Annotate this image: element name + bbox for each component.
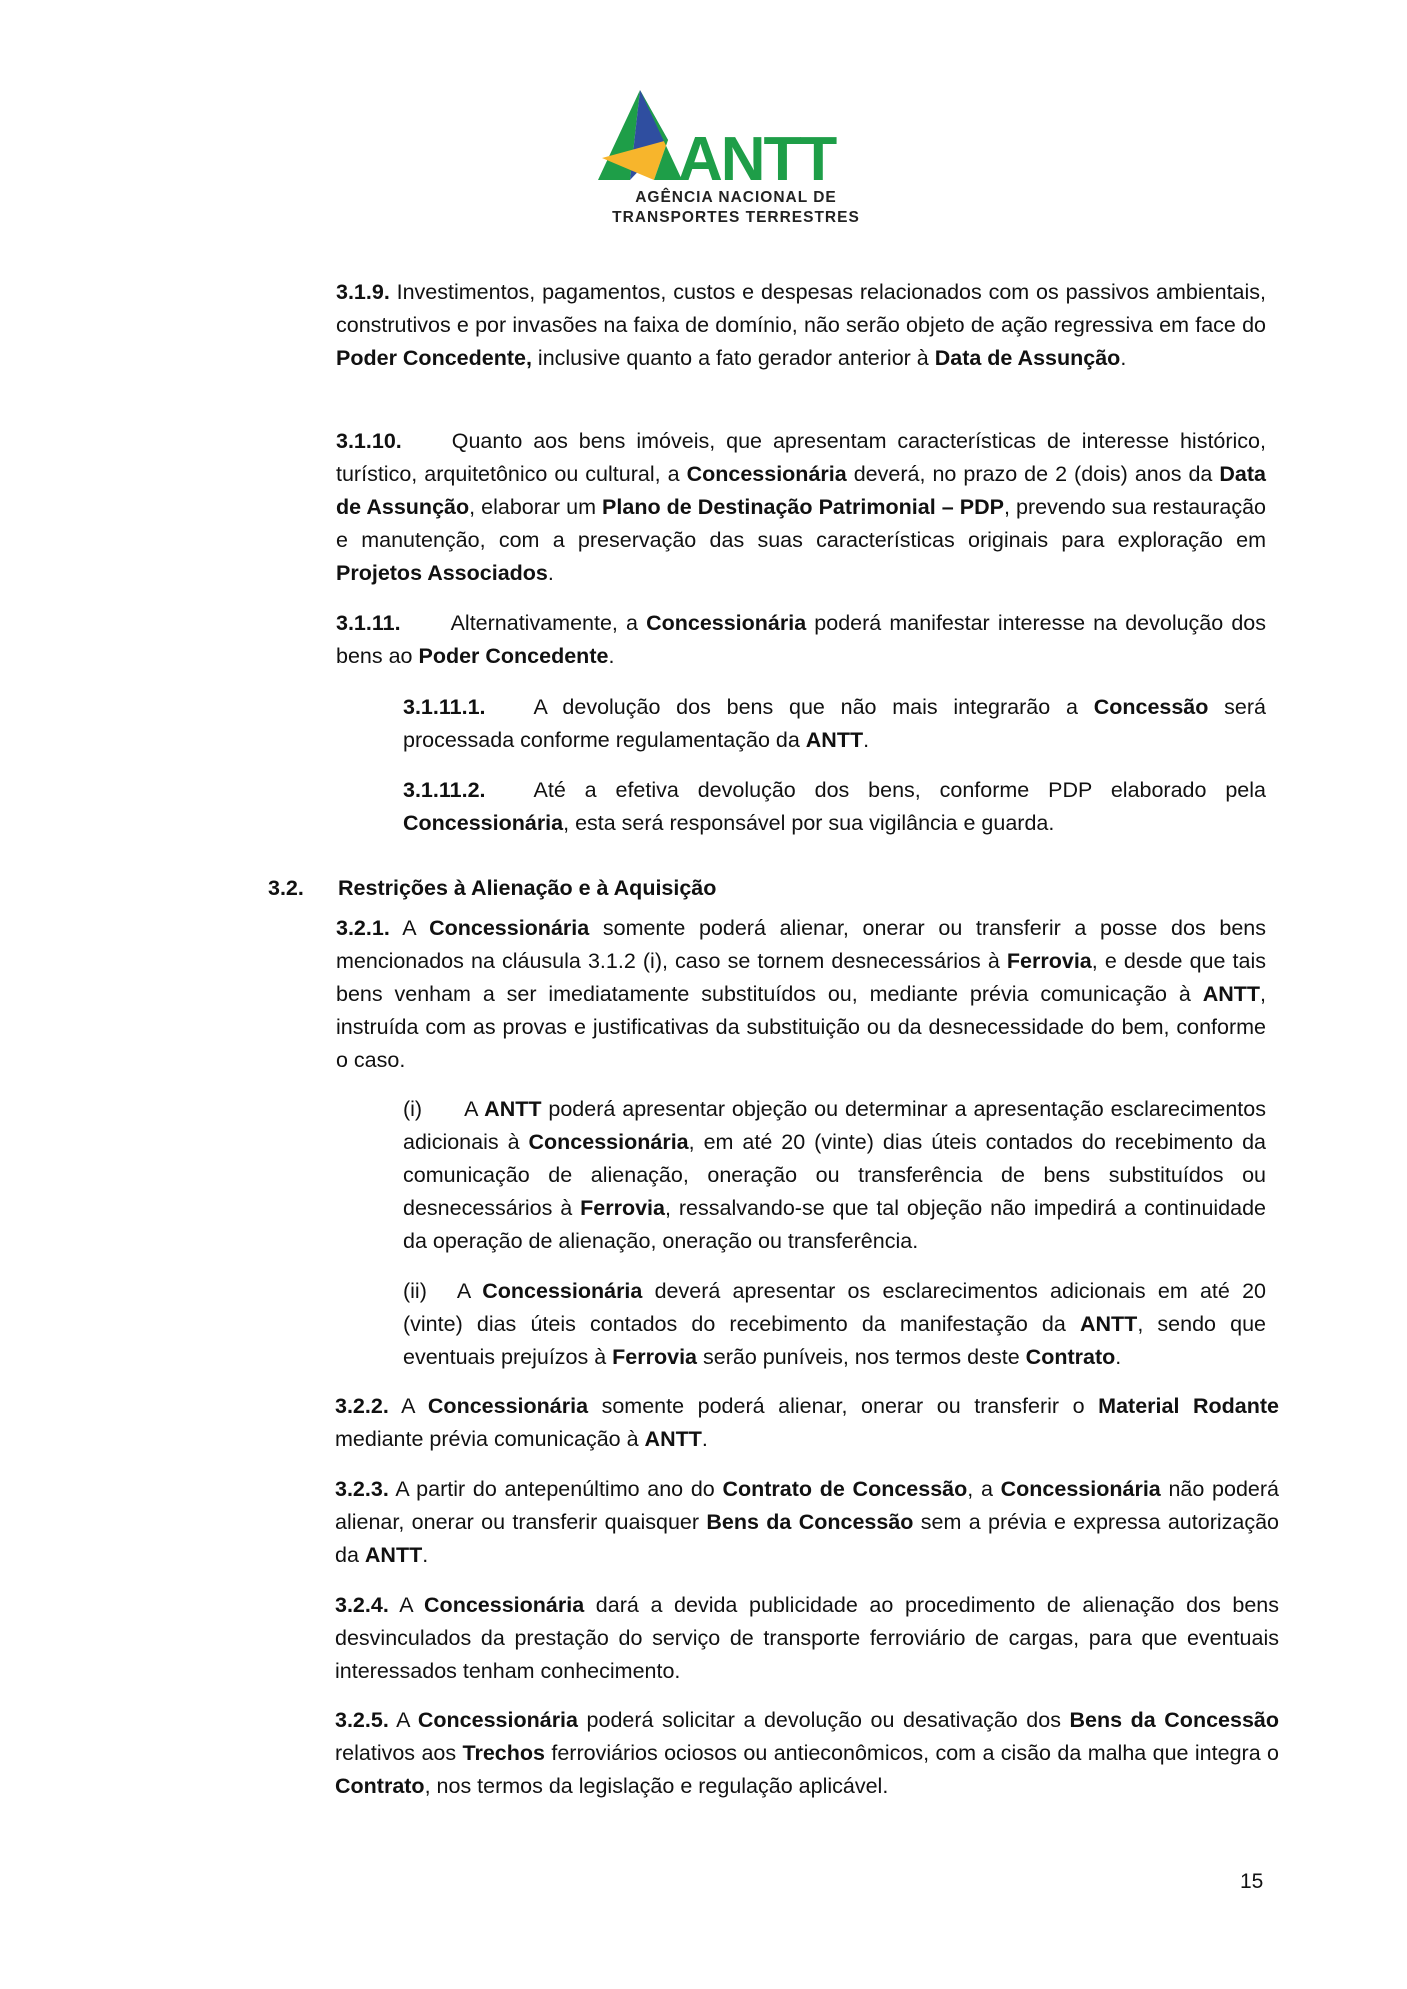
- term-antt: ANTT: [1079, 1312, 1138, 1336]
- clause-text: Alternativamente, a: [450, 611, 647, 635]
- term-concessionaria: Concessionária: [417, 1708, 578, 1732]
- clause-text: , a: [967, 1477, 1001, 1501]
- clause-3-2-2: [335, 1390, 1279, 1456]
- clause-3-2-3: [335, 1473, 1279, 1572]
- term-contrato: Contrato: [335, 1774, 425, 1798]
- clause-text: relativos aos: [335, 1741, 463, 1765]
- term-concessionaria: Concessionária: [1000, 1477, 1161, 1501]
- clause-text: A partir do antepenúltimo ano do: [388, 1477, 723, 1501]
- antt-logo-mark: [598, 90, 682, 180]
- clause-number: 3.2.1.: [336, 916, 390, 940]
- term-concessao: Concessão: [1093, 695, 1209, 719]
- term-ferrovia: Ferrovia: [1006, 949, 1092, 973]
- clause-text: não poderá alienar, onerar ou transferir quaisquer: [335, 1477, 1279, 1534]
- clause-text: , esta será responsável por sua vigilância e guarda.: [563, 811, 1055, 835]
- clause-text: , elaborar um: [469, 495, 603, 519]
- clause-3-1-11-1: [403, 691, 1266, 757]
- clause-text: inclusive quanto a fato gerador anterior à: [531, 346, 935, 370]
- term-concessionaria: Concessionária: [528, 1130, 689, 1154]
- clause-number: 3.2.3.: [335, 1477, 389, 1501]
- term-antt: ANTT: [484, 1097, 542, 1121]
- clause-3-1-10: [336, 425, 1266, 590]
- clause-number: 3.2.4.: [335, 1593, 389, 1617]
- term-contrato: Contrato: [1025, 1345, 1116, 1369]
- clause-text: somente poderá alienar, onerar ou transferir o: [588, 1394, 1099, 1418]
- agency-name-line1: AGÊNCIA NACIONAL DE: [635, 189, 837, 206]
- term-concessionaria: Concessionária: [646, 611, 807, 635]
- clause-text: A: [388, 1593, 425, 1617]
- item-text: serão puníveis, nos termos deste: [697, 1345, 1026, 1369]
- item-i: [403, 1093, 1266, 1258]
- clause-text: , nos termos da legislação e regulação aplicável.: [424, 1774, 889, 1798]
- clause-number: 3.1.11.1.: [403, 695, 486, 719]
- clause-3-1-9: [336, 276, 1266, 375]
- term-contrato-de-concessao: Contrato de Concessão: [722, 1477, 968, 1501]
- clause-number: 3.1.11.: [336, 611, 401, 635]
- clause-text: .: [547, 561, 554, 585]
- clause-number: 3.1.9.: [336, 280, 390, 304]
- item-text: deverá apresentar os esclarecimentos adicionais em até 20 (vinte) dias úteis contados do recebimento da manifestação da: [403, 1279, 1266, 1336]
- clause-text: .: [422, 1543, 429, 1567]
- clause-text: , instruída com as provas e justificativas da substituição ou da desnecessidade do bem, conforme o caso.: [336, 982, 1266, 1072]
- clause-text: será processada conforme regulamentação da: [403, 695, 1266, 752]
- clause-text: poderá solicitar a devolução ou desativação dos: [578, 1708, 1070, 1732]
- clause-text: poderá manifestar interesse na devolução dos bens ao: [336, 611, 1266, 668]
- term-concessionaria: Concessionária: [427, 1394, 589, 1418]
- clause-3-2-1: [336, 912, 1266, 1077]
- item-text: .: [1115, 1345, 1122, 1369]
- term-ferrovia: Ferrovia: [612, 1345, 698, 1369]
- item-text: A: [456, 1279, 483, 1303]
- clause-text: .: [1120, 346, 1127, 370]
- clause-text: .: [701, 1427, 708, 1451]
- clause-number: 3.1.10.: [336, 429, 402, 453]
- term-concessionaria: Concessionária: [686, 462, 847, 486]
- term-poder-concedente: Poder Concedente,: [336, 346, 532, 370]
- item-text: , sendo que eventuais prejuízos à: [403, 1312, 1267, 1369]
- clause-3-2-5: [335, 1704, 1279, 1803]
- item-number: (ii): [403, 1279, 427, 1303]
- clause-3-2-4: [335, 1589, 1279, 1688]
- term-antt: ANTT: [644, 1427, 702, 1451]
- term-concessionaria: Concessionária: [424, 1593, 585, 1617]
- term-projetos-associados: Projetos Associados: [336, 561, 548, 585]
- clause-number: 3.2.5.: [335, 1708, 389, 1732]
- term-concessionaria: Concessionária: [482, 1279, 643, 1303]
- clause-text: A devolução dos bens que não mais integrarão a: [533, 695, 1094, 719]
- antt-logo-text: ANTT: [678, 125, 836, 194]
- term-pdp: Plano de Destinação Patrimonial – PDP: [602, 495, 1004, 519]
- term-concessionaria: Concessionária: [429, 916, 590, 940]
- term-trechos: Trechos: [462, 1741, 545, 1765]
- clause-text: somente poderá alienar, onerar ou transferir a posse dos bens mencionados na cláusula 3.1.2 (i), caso se tornem desnecessários à: [336, 916, 1266, 973]
- clause-text: A: [389, 916, 430, 940]
- item-ii: [403, 1275, 1266, 1374]
- section-number: 3.2.: [268, 876, 304, 900]
- section-heading-3-2: [268, 872, 716, 905]
- clause-text: deverá, no prazo de 2 (dois) anos da: [846, 462, 1220, 486]
- term-bens-da-concessao: Bens da Concessão: [1069, 1708, 1279, 1732]
- term-antt: ANTT: [805, 728, 864, 752]
- clause-text: Investimentos, pagamentos, custos e despesas relacionados com os passivos ambientais, construtivos e por invasões na faixa de domínio, não serão objeto de ação regressiva em face do: [336, 280, 1266, 337]
- clause-text: ferroviários ociosos ou antieconômicos, com a cisão da malha que integra o: [544, 1741, 1279, 1765]
- clause-text: Quanto aos bens imóveis, que apresentam características de interesse histórico, turístico, arquitetônico ou cultural, a: [336, 429, 1266, 486]
- clause-text: sem a prévia e expressa autorização da: [335, 1510, 1280, 1567]
- term-antt: ANTT: [364, 1543, 423, 1567]
- item-text: , ressalvando-se que tal objeção não impedirá a continuidade da operação de alienação, oneração ou transferência.: [403, 1196, 1267, 1253]
- agency-name: [586, 188, 886, 228]
- agency-name-line2: TRANSPORTES TERRESTRES: [612, 209, 860, 226]
- page-number: 15: [1240, 1870, 1264, 1893]
- item-text: A: [464, 1097, 485, 1121]
- item-text: poderá apresentar objeção ou determinar a apresentação esclarecimentos adicionais à: [403, 1097, 1266, 1154]
- clause-text: , prevendo sua restauração e manutenção, com a preservação das suas características originais para exploração em: [336, 495, 1266, 552]
- clause-3-1-11-2: [403, 774, 1266, 840]
- clause-number: 3.2.2.: [335, 1394, 389, 1418]
- clause-text: Até a efetiva devolução dos bens, conforme PDP elaborado pela: [533, 778, 1266, 802]
- item-text: , em até 20 (vinte) dias úteis contados do recebimento da comunicação de alienação, oneração ou transferência de bens substituídos ou desnecessários à: [403, 1130, 1266, 1220]
- clause-text: dará a devida publicidade ao procedimento de alienação dos bens desvinculados da prestação do serviço de transporte ferroviário de cargas, para que eventuais interessados tenham conhecimento.: [335, 1593, 1279, 1683]
- clause-text: .: [608, 644, 615, 668]
- clause-number: 3.1.11.2.: [403, 778, 486, 802]
- term-concessionaria: Concessionária: [403, 811, 564, 835]
- term-material-rodante: Material Rodante: [1098, 1394, 1279, 1418]
- section-title: Restrições à Alienação e à Aquisição: [338, 876, 717, 900]
- clause-3-1-11: [336, 607, 1266, 673]
- clause-text: mediante prévia comunicação à: [335, 1427, 645, 1451]
- term-antt: ANTT: [1202, 982, 1261, 1006]
- clause-text: A: [388, 1394, 428, 1418]
- term-data-de-assuncao: Data de Assunção: [934, 346, 1121, 370]
- term-ferrovia: Ferrovia: [580, 1196, 665, 1220]
- item-number: (i): [403, 1097, 423, 1121]
- term-bens-da-concessao: Bens da Concessão: [706, 1510, 914, 1534]
- term-poder-concedente: Poder Concedente: [418, 644, 609, 668]
- clause-text: A: [388, 1708, 418, 1732]
- term-data-de-assuncao: Data de Assunção: [336, 462, 1266, 519]
- clause-text: , e desde que tais bens venham a ser imediatamente substituídos ou, mediante prévia comunicação à: [336, 949, 1267, 1006]
- clause-text: .: [863, 728, 870, 752]
